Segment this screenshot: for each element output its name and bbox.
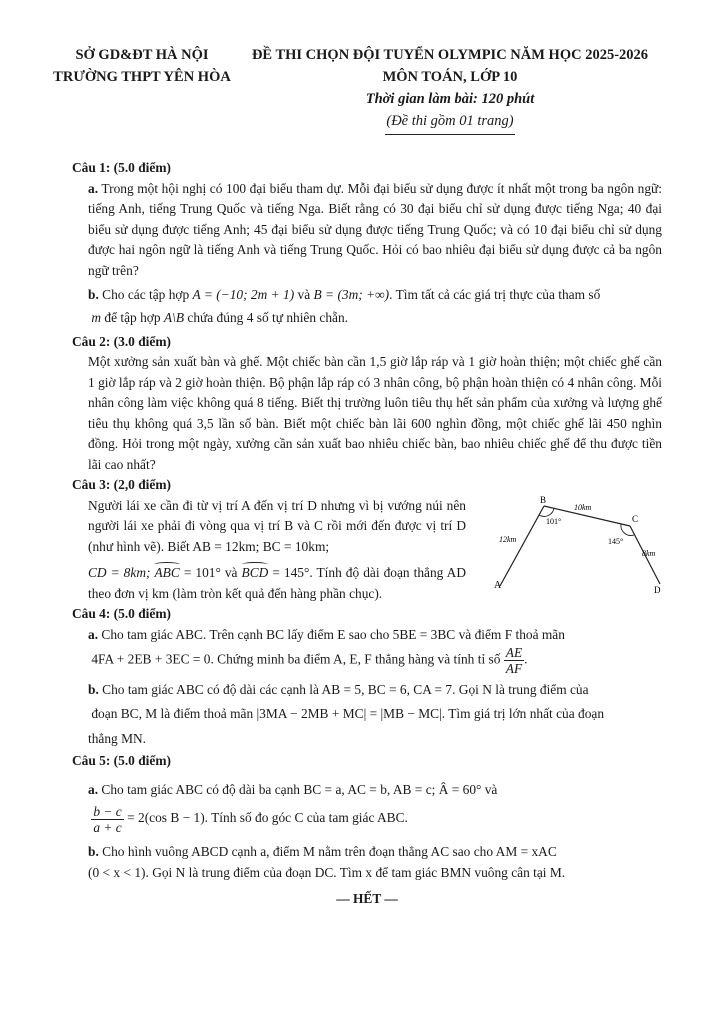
question-3-text-part: Người lái xe cần đi từ vị trí A đến vị trí D nhưng vì bị vướng núi nên người lái xe phải đi vòng qua vị trí B và C rồi mới đến được vị trí D (như hình vẽ). Biết AB = 12km; BC = 10km; — [88, 497, 466, 554]
question-5-title: Câu 5: (5.0 điểm) — [72, 753, 171, 768]
point-c-label: C — [632, 513, 639, 524]
fraction-denominator: a + c — [93, 819, 122, 835]
part-label: b. — [88, 844, 99, 859]
question-3-body — [72, 496, 662, 605]
question-1b-text: . Tìm tất cả các giá trị thực của tham số — [389, 287, 601, 302]
point-a-label: A — [494, 579, 502, 591]
header-right — [235, 44, 665, 135]
question-5a — [88, 780, 662, 839]
header-left — [42, 44, 242, 88]
part-label: b. — [88, 682, 99, 697]
question-5a-text: = 2(cos B − 1). Tính số đo góc C của tam giác ABC. — [127, 810, 408, 826]
subject-line: MÔN TOÁN, LỚP 10 — [382, 69, 518, 85]
question-5b — [88, 842, 662, 883]
question-5b-text: Cho hình vuông ABCD cạnh a, điểm M nằm trên đoạn thẳng AC sao cho AM = xAC — [102, 844, 557, 859]
question-3-text — [88, 496, 466, 605]
length-bc-label: 10km — [574, 502, 592, 512]
question-4a — [88, 625, 662, 677]
question-3-text-part: CD = 8km; — [88, 565, 151, 580]
angle-abc: ABC — [154, 563, 179, 584]
fraction-denominator: AF — [505, 661, 523, 676]
length-ab-label: 12km — [499, 534, 517, 544]
question-3-text-part: = 145°. Tính độ dài đoạn thẳng — [272, 565, 444, 580]
set-a: A = (−10; 2m + 1) — [192, 287, 295, 302]
question-1b — [88, 285, 662, 332]
part-label: a. — [88, 180, 99, 196]
question-3-text-part: = 101° và — [183, 565, 238, 580]
question-3-text-part: AD theo đơn vị km (làm tròn kết quả đến hàng phần chục). — [88, 565, 466, 601]
question-2-title: Câu 2: (3.0 điểm) — [72, 333, 171, 349]
header-underline — [385, 134, 515, 135]
question-5b-text: (0 < x < 1). Gọi N là trung điểm của đoạn DC. Tìm x để tam giác BMN vuông cân tại M. — [88, 864, 566, 880]
fraction-numerator: AE — [505, 645, 523, 660]
point-b-label: B — [540, 495, 547, 505]
question-4a-text: 4FA + 2EB + 3EC = 0. Chứng minh ba điểm A, E, F thẳng hàng và tính tỉ số — [91, 651, 501, 667]
exam-title: ĐỀ THI CHỌN ĐỘI TUYỂN OLYMPIC NĂM HỌC 2025-2026 — [251, 47, 649, 63]
question-4b — [88, 680, 662, 749]
angle-c-label: 145° — [608, 536, 624, 546]
angle-bcd: BCD — [242, 563, 269, 584]
department-name: SỞ GD&ĐT HÀ NỘI — [75, 47, 209, 63]
question-5a-text: Cho tam giác ABC có độ dài ba cạnh BC = a, AC = b, AB = c; Â = 60° và — [101, 781, 498, 797]
question-3-title: Câu 3: (2,0 điểm) — [72, 477, 171, 492]
length-cd-label: 8km — [642, 548, 656, 558]
set-b: B = (3m; +∞) — [313, 287, 390, 302]
page-count-line: (Đề thi gồm 01 trang) — [386, 113, 514, 129]
question-1a — [88, 179, 662, 282]
question-1a-text: Trong một hội nghị có 100 đại biểu tham dự. Mỗi đại biểu sử dụng được ít nhất một trong ba ngôn ngữ: tiếng Anh, tiếng Trung Quốc và tiếng Nga. Biết rằng có 30 đại biểu chỉ sử dụng được tiếng Nga; 40 đại biểu sử dụng được tiếng Anh; 45 đại biểu sử dụng được tiếng Trung Quốc; và có 10 đại biểu chỉ sử dụng được hai ngôn ngữ là tiếng Anh và tiếng Trung Quốc. Hỏi có bao nhiêu đại biểu sử dụng được cả ba ngôn ngữ trên? — [88, 180, 662, 278]
question-1b-text: để tập hợp — [104, 309, 161, 325]
question-1b-text: Cho các tập hợp — [102, 287, 190, 302]
part-label: a. — [88, 781, 99, 797]
route-diagram — [482, 496, 672, 596]
question-4-title: Câu 4: (5.0 điểm) — [72, 606, 171, 621]
question-4b-text: đoạn BC, M là điểm thoả mãn |3MA − 2MB + MC| = |MB − MC|. Tìm giá trị lớn nhất của đoạn — [91, 705, 605, 721]
question-1-title: Câu 1: (5.0 điểm) — [72, 160, 171, 175]
fraction-b-minus-c — [91, 804, 123, 835]
exam-content — [72, 158, 662, 923]
part-label: a. — [88, 626, 99, 642]
punctuation: . — [524, 651, 528, 667]
question-4b-text: Cho tam giác ABC có độ dài các cạnh là AB = 5, BC = 6, CA = 7. Gọi N là trung điểm của — [102, 682, 589, 697]
end-marker: — HẾT — — [336, 891, 398, 906]
question-1b-text: chứa đúng 4 số tự nhiên chẵn. — [187, 309, 349, 325]
conjunction: và — [297, 287, 311, 302]
question-4b-text: thẳng MN. — [88, 730, 147, 746]
fraction-numerator: b − c — [93, 803, 122, 819]
duration-line: Thời gian làm bài: 120 phút — [365, 91, 535, 107]
part-label: b. — [88, 287, 99, 302]
school-name: TRƯỜNG THPT YÊN HÒA — [53, 69, 231, 85]
question-2-text: Một xưởng sản xuất bàn và ghế. Một chiếc bàn cần 1,5 giờ lắp ráp và 1 giờ hoàn thiện; một chiếc ghế cần 1 giờ lắp ráp và 2 giờ hoàn thiện. Bộ phận lắp ráp có 3 nhân công, bộ phận hoàn thiện có 4 nhân công. Mỗi nhân công làm việc không quá 8 tiếng. Biết thị trường luôn tiêu thụ hết sản phẩm của xưởng và lượng ghế tiêu thụ không quá 3,5 lần số bàn. Biết một chiếc bàn lãi 600 nghìn đồng, một chiếc ghế lãi 450 nghìn đồng. Hỏi trong một ngày, xưởng cần sản xuất bao nhiêu chiếc bàn, bao nhiêu chiếc ghế để thu được tiền lãi cao nhất? — [88, 354, 662, 472]
question-4a-text: Cho tam giác ABC. Trên cạnh BC lấy điểm E sao cho 5BE = 3BC và điểm F thoả mãn — [101, 626, 565, 642]
segment-ab — [500, 506, 544, 586]
param-m: m — [91, 309, 102, 325]
ratio-ae-af — [504, 645, 524, 676]
angle-b-label: 101° — [546, 516, 562, 526]
set-difference: A\B — [163, 309, 185, 325]
point-d-label: D — [654, 584, 661, 595]
